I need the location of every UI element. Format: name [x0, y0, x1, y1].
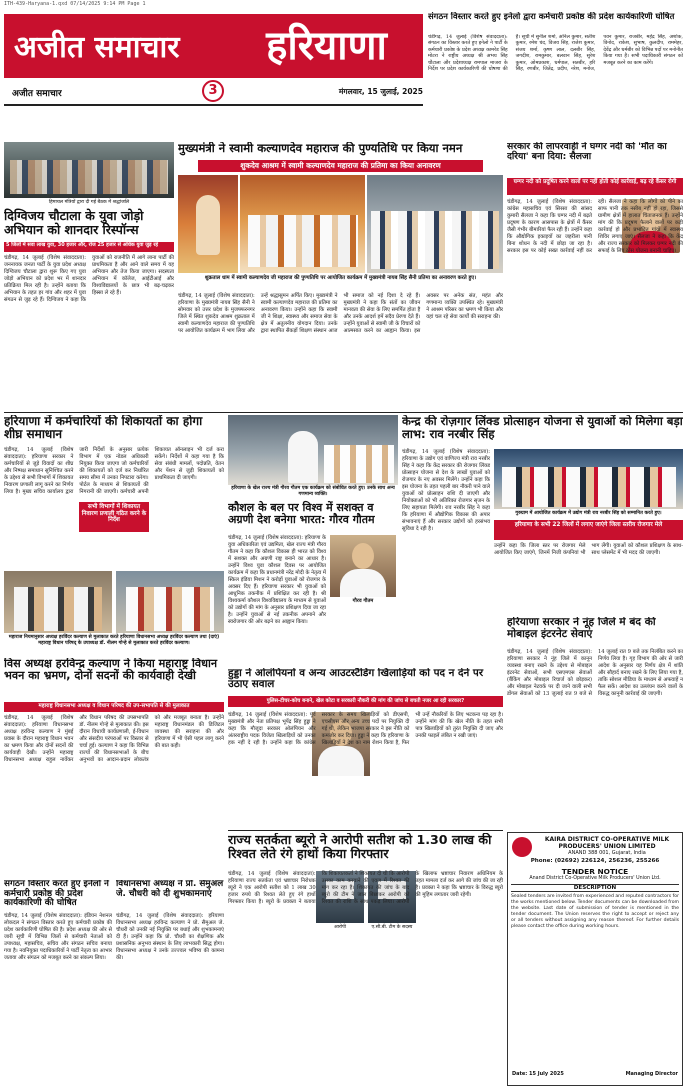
- tender-ad: [507, 832, 683, 1086]
- inld-story: [4, 880, 112, 1085]
- narbir-group: [502, 467, 676, 507]
- diggi-headline: दिग्विजय चौटाला के युवा जोड़ो अभियान को शानदार रिस्पॉन्स: [4, 208, 144, 237]
- gautam-stage-people: [324, 445, 394, 483]
- vigilance-caption-1: आरोपी: [333, 925, 347, 930]
- sailja-story: [507, 142, 683, 410]
- inld-headline: संगठन विस्तार करते हुए इनेलो ने कर्मचारी प्रकोष्ठ की प्रदेश कार्यकारिणी की घोषित: [4, 880, 109, 909]
- gautam-photo: [228, 415, 398, 485]
- gautam-headline: कौशल के बल पर विश्व में सशक्त व अग्रणी देश बनेगा भारत: गौरव गौतम: [228, 501, 375, 527]
- meeting-people-right: [126, 587, 214, 631]
- ad-date: Date: 15 July 2025: [512, 1071, 564, 1077]
- amul-logo: [512, 837, 532, 857]
- audience-crowd: [371, 211, 499, 269]
- main-caption: शुक्रताल धाम में स्वामी कल्याणदेव जी महाराज की पुण्यतिथि पर आयोजित कार्यक्रम में मुख्यमंत्री नायब सिंह सैनी प्रतिमा का अनावरण करते हुए।: [204, 275, 477, 281]
- samuel-story: [116, 880, 224, 1085]
- sailja-body: चंडीगढ़, 14 जुलाई (विशेष संवाददाता): कांग्रेस महासचिव एवं सिरसा की सांसद कुमारी सैलजा ने कहा कि घग्गर नदी में बढ़ते प्रदूषण के कारण आसपास के क्षेत्रों में कैंसर जैसी गंभीर बीमारियां फैल रही हैं। उन्होंने कहा कि औद्योगिक इकाइयों का जहरीला पानी बिना शोधन के नदी में छोड़ा जा रहा है। सरकार इस पर कोई सख्त कार्रवाई नहीं कर रही। सैलजा ने कहा कि लोगों को पीने का साफ पानी तक नसीब नहीं हो रहा, जिससे ग्रामीण क्षेत्रों में हालात चिंताजनक हैं। उन्होंने मांग की कि प्रदूषण फैलाने वालों पर कड़ी कार्रवाई हो और प्रभावित गांवों में स्वास्थ्य शिविर लगाए जाएं। सैलजा ने कहा कि केंद्र और राज्य सरकार को मिलकर घग्गर नदी की सफाई के लिए ठोस योजना बनानी चाहिए।: [507, 199, 683, 254]
- top-right-story: [428, 12, 683, 140]
- narbir-body: चंडीगढ़, 14 जुलाई (विशेष संवाददाता): हरियाणा के उद्योग एवं वाणिज्य मंत्री राव नरबीर सिंह ने कहा कि केंद्र सरकार की रोजगार लिंक्ड प्रोत्साहन योजना से देश के लाखों युवाओं को रोजगार के नए अवसर मिलेंगे। उन्होंने कहा कि इस योजना के तहत पहली बार नौकरी पाने वाले युवाओं को प्रोत्साहन राशि दी जाएगी और नियोक्ताओं को भी अतिरिक्त रोजगार सृजन के लिए सहायता मिलेगी। राव नरबीर सिंह ने कहा कि हरियाणा में औद्योगिक विकास की अपार संभावनाएं हैं और सरकार उद्योगों को हरसंभव सुविधा दे रही है।: [402, 449, 490, 532]
- narbir-headline: केन्द्र की रोज़गार लिंक्ड प्रोत्साहन योजना से युवाओं को मिलेगा बड़ा लाभ: राव नरबीर सिंह: [402, 415, 683, 441]
- grievance-photo-caption: महाराज नियमानुसार अध्यक्ष हरविंदर कल्याण से मुलाकात करते हरियाणा विधानसभा अध्यक्ष हरविंदर कल्याण तथा (दाएं) महाराष्ट्र विधान परिषद् के उपाध्यक्ष डॉ. नीलम गोऱ्हे से मुलाकात करते हरविंदर कल्याण।: [8, 635, 220, 646]
- narbir-caption: गुरुग्राम में आयोजित कार्यक्रम में उद्योग मंत्री राव नरबीर सिंह को सम्मानित करते हुए।: [515, 511, 662, 516]
- main-photo-right: [367, 175, 503, 273]
- divider-1: [4, 412, 683, 413]
- issue-date: मंगलवार, 15 जुलाई, 2025: [338, 87, 423, 96]
- masthead-name-left: अजीत समाचार: [14, 30, 180, 65]
- masthead-label: अजीत समाचार: [12, 89, 62, 99]
- gautam-shirt: [340, 569, 386, 597]
- print-slug: ITH-439-Haryana-1.qxd 07/14/2025 9:14 PM Page 1: [4, 1, 146, 7]
- masthead: [4, 10, 423, 108]
- narbir-body2: उन्होंने कहा कि जिला स्तर पर रोजगार मेले आयोजित किए जाएंगे, जिनमें निजी कंपनियां भी भाग लेंगी। युवाओं को कौशल प्रशिक्षण के साथ-साथ प्लेसमेंट में भी मदद की जाएगी।: [494, 543, 683, 556]
- narbir-story: [402, 415, 683, 615]
- vigilance-body: चंडीगढ़, 14 जुलाई (विशेष संवाददाता): हरियाणा राज्य सतर्कता एवं भ्रष्टाचार निरोधक ब्यूरो ने एक आरोपी सतीश को 1 लाख 30 हजार रुपये की रिश्वत लेते हुए रंगे हाथों गिरफ्तार किया है। ब्यूरो के प्रवक्ता ने बताया कि शिकायतकर्ता ने शिकायत दी थी कि आरोपी उसका काम करवाने की एवज में रिश्वत की मांग कर रहा है। शिकायत की जांच के बाद ब्यूरो की टीम ने जाल बिछाकर आरोपी को रिश्वत की राशि के साथ पकड़ लिया। आरोपी के खिलाफ भ्रष्टाचार निवारण अधिनियम के तहत मामला दर्ज कर आगे की जांच की जा रही है। प्रवक्ता ने कहा कि भ्रष्टाचार के विरुद्ध ब्यूरो की मुहिम लगातार जारी रहेगी।: [228, 871, 503, 905]
- gautam-story: [228, 415, 398, 667]
- nuh-headline: हरियाणा सरकार ने नूंह जिले में बंद की मोबाइल इंटरनेट सेवाएं: [507, 617, 656, 640]
- diggi-photo: [4, 142, 174, 198]
- kalyan-body: चंडीगढ़, 14 जुलाई (विशेष संवाददाता): हरियाणा विधानसभा अध्यक्ष हरविन्द्र कल्याण ने मुंबई प्रवास के दौरान महाराष्ट्र विधान भवन का भ्रमण किया और दोनों सदनों की कार्यवाही देखी। उन्होंने महाराष्ट्र विधानसभा अध्यक्ष राहुल नार्वेकर और विधान परिषद की उपसभापति डॉ. नीलम गोऱ्हे से मुलाकात की। इस दौरान विधायी कार्यप्रणाली, ई-विधान और संसदीय परंपराओं पर विस्तार से चर्चा हुई। कल्याण ने कहा कि विभिन्न राज्यों की विधानसभाओं के बीच अनुभवों का आदान-प्रदान लोकतंत्र को और मजबूत बनाता है। उन्होंने महाराष्ट्र विधानमंडल की डिजिटल व्यवस्था की सराहना की और हरियाणा में भी ऐसी पहल लागू करने की बात कही।: [4, 715, 224, 763]
- nuh-story: [507, 617, 683, 829]
- left-top-story: [4, 142, 174, 410]
- dignitaries-group: [248, 215, 358, 267]
- inld-body: चंडीगढ़, 14 जुलाई (विशेष संवाददाता): इंडियन नेशनल लोकदल ने संगठन विस्तार करते हुए कर्मचारी प्रकोष्ठ की प्रदेश कार्यकारिणी घोषित की है। प्रदेश अध्यक्ष की ओर से जारी सूची में विभिन्न जिलों से कर्मचारी नेताओं को उपाध्यक्ष, महासचिव, सचिव और संगठन सचिव बनाया गया है। नवनियुक्त पदाधिकारियों ने पार्टी नेतृत्व का आभार जताया और संगठन को मजबूत करने का संकल्प लिया।: [4, 913, 112, 961]
- diggi-body: चंडीगढ़, 14 जुलाई (विशेष संवाददाता): जननायक जनता पार्टी के युवा प्रदेश अध्यक्ष दिग्विजय चौटाला द्वारा शुरू किए गए युवा जोड़ो अभियान को प्रदेश भर में शानदार प्रतिक्रिया मिल रही है। उन्होंने बताया कि अभियान के तहत हर गांव और शहर में युवा संगठन से जुड़ रहे हैं। दिग्विजय ने कहा कि युवाओं को राजनीति में आगे लाना पार्टी की प्राथमिकता है और आने वाले समय में यह अभियान और तेज किया जाएगा। सदस्यता अभियान में कॉलेज, आईटीआई और विश्वविद्यालयों के छात्र भी बढ़-चढ़कर हिस्सा ले रहे हैं।: [4, 255, 174, 303]
- gautam-portrait: [330, 535, 396, 597]
- main-photo-left: [178, 175, 238, 273]
- grievance-photo-right: [116, 571, 224, 633]
- diggi-subbar: 5 जिलों में सवा लाख युवा, 30 हजार और, रोज 25 हजार से अधिक युवा जुड़ रहे: [4, 242, 174, 252]
- main-body: चंडीगढ़, 14 जुलाई (विशेष संवाददाता): हरियाणा के मुख्यमंत्री नायब सिंह सैनी ने सोमवार को उत्तर प्रदेश के मुजफ्फरनगर जिले में स्थित शुकदेव आश्रम शुक्रताल में स्वामी कल्याणदेव महाराज की पुण्यतिथि पर आयोजित कार्यक्रम में भाग लिया और उन्हें श्रद्धासुमन अर्पित किए। मुख्यमंत्री ने स्वामी कल्याणदेव महाराज की प्रतिमा का अनावरण किया। उन्होंने कहा कि स्वामी जी ने शिक्षा, स्वास्थ्य और समाज सेवा के क्षेत्र में अतुलनीय योगदान दिया। उनके द्वारा स्थापित सैकड़ों शिक्षण संस्थान आज भी समाज को नई दिशा दे रहे हैं। मुख्यमंत्री ने कहा कि संतों का जीवन मानवता की सेवा के लिए समर्पित होता है और उनके आदर्श हमें सदैव प्रेरणा देते हैं। उन्होंने युवाओं से स्वामी जी के विचारों को आत्मसात करने का आह्वान किया। इस अवसर पर अनेक संत, महंत और गणमान्य व्यक्ति उपस्थित रहे। मुख्यमंत्री ने आश्रम परिसर का भ्रमण भी किया और वहां चल रहे सेवा कार्यों की सराहना की।: [178, 293, 503, 334]
- ad-title-3: ANAND 388 001, Gujarat, India: [568, 850, 646, 856]
- gautam-portrait-caption: गौरव गौतम: [352, 598, 374, 604]
- crowd-shape: [10, 160, 168, 194]
- nuh-body: चंडीगढ़, 14 जुलाई (विशेष संवाददाता): हरियाणा सरकार ने नूंह जिले में कानून व्यवस्था बनाए रखने के उद्देश्य से मोबाइल इंटरनेट सेवाओं, सभी एसएमएस सेवाओं (बैंकिंग और मोबाइल रिचार्ज को छोड़कर) और मोबाइल नेटवर्क पर दी जाने वाली सभी डोंगल सेवाओं को 13 जुलाई रात 9 बजे से 14 जुलाई रात 9 बजे तक निलंबित करने का निर्णय लिया है। गृह विभाग की ओर से जारी आदेश के अनुसार यह निर्णय क्षेत्र में शांति और सौहार्द बनाए रखने के लिए लिया गया है, ताकि सोशल मीडिया के माध्यम से अफवाहें न फैल सकें। आदेश का उल्लंघन करने वालों के विरुद्ध कानूनी कार्रवाई की जाएगी।: [507, 649, 683, 697]
- main-photo-center: [240, 175, 365, 273]
- ad-title-2: PRODUCERS' UNION LIMITED: [558, 843, 656, 850]
- hooda-story: [228, 668, 503, 828]
- sailja-headline: सरकार की लापरवाही ने घग्गर नदी को 'मौत का दरिया' बना दिया: सैलजा: [507, 142, 667, 163]
- ad-phone: Phone: (02692) 226124, 256236, 255266: [530, 858, 660, 864]
- vigilance-headline: राज्य सतर्कता ब्यूरो ने आरोपी सतीश को 1.30 लाख की रिश्वत लेते रंगे हाथों किया गिरफ्तार: [228, 833, 492, 861]
- ad-title-1: KAIRA DISTRICT CO-OPERATIVE MILK: [544, 836, 670, 843]
- kalyan-subbar: महाराष्ट्र विधानसभा अध्यक्ष व विधान परिषद की उप-सभापति से की मुलाकात: [4, 702, 224, 712]
- gautam-face: [352, 543, 374, 569]
- hooda-body: चंडीगढ़, 14 जुलाई (विशेष संवाददाता): पूर्व मुख्यमंत्री और नेता प्रतिपक्ष भूपेंद्र सिंह हुड्डा ने कहा कि मौजूदा सरकार ओलंपियन और अंतरराष्ट्रीय पदक विजेता खिलाड़ियों को उनका हक नहीं दे रही है। उन्होंने कहा कि कांग्रेस सरकार के समय खिलाड़ियों को डीएसपी, एचसीएस और अन्य उच्च पदों पर नियुक्ति दी गई थी, लेकिन भाजपा सरकार ने इस नीति को कमजोर कर दिया। हुड्डा ने कहा कि हरियाणा के खिलाड़ियों ने देश का नाम रोशन किया है, फिर भी उन्हें नौकरियों के लिए भटकना पड़ रहा है। उन्होंने मांग की कि खेल नीति के तहत सभी पात्र खिलाड़ियों को तुरंत नियुक्ति दी जाए और उनकी फाइलें लंबित न रखी जाएं।: [228, 712, 503, 746]
- grievance-body: चंडीगढ़, 14 जुलाई (विशेष संवाददाता): हरियाणा सरकार ने कर्मचारियों से जुड़े विवादों का शीघ्र और निष्पक्ष समाधान सुनिश्चित करने के उद्देश्य से सभी विभागों में शिकायत निवारण प्रणाली लागू करने का निर्णय लिया है। मुख्य सचिव कार्यालय द्वारा जारी निर्देशों के अनुसार प्रत्येक विभाग में एक नोडल अधिकारी नियुक्त किया जाएगा जो कर्मचारियों की शिकायतों को दर्ज कर निर्धारित समय सीमा में उनका निपटारा करेगा। पोर्टल के माध्यम से शिकायतों की निगरानी की जाएगी। कर्मचारी अपनी शिकायत ऑनलाइन भी दर्ज करा सकेंगे। निर्देशों में कहा गया है कि सेवा संबंधी मामलों, पदोन्नति, वेतन और पेंशन से जुड़ी शिकायतों को प्राथमिकता दी जाएगी।: [4, 447, 224, 495]
- masthead-rule: [4, 104, 423, 106]
- ad-signatory: Managing Director: [625, 1071, 678, 1077]
- kalyan-story: [4, 658, 224, 878]
- samuel-body: चंडीगढ़, 14 जुलाई (विशेष संवाददाता): हरियाणा विधानसभा अध्यक्ष हरविन्द्र कल्याण ने प्रो. सैमुअल जे. चौधरी को उनकी नई नियुक्ति पर बधाई और शुभकामनाएं दी हैं। उन्होंने कहा कि प्रो. चौधरी का शैक्षणिक और प्रशासनिक अनुभव संस्थान के लिए लाभकारी सिद्ध होगा। विधानसभा अध्यक्ष ने उनके उज्ज्वल भविष्य की कामना की।: [116, 913, 224, 961]
- grievance-headline: हरियाणा में कर्मचारियों की शिकायतों का होगा शीघ्र समाधान: [4, 415, 203, 442]
- masthead-name-right: हरियाणा: [266, 22, 387, 69]
- kalyan-headline: विस अध्यक्ष हरविन्द्र कल्याण ने किया महाराष्ट्र विधान भवन का भ्रमण, दोनों सदनों की कार्यवाही देखी: [4, 658, 218, 683]
- narbir-photo: [494, 449, 683, 509]
- page-number: 3: [202, 80, 224, 102]
- top-right-headline: संगठन विस्तार करते हुए इनेलो द्वारा कर्मचारी प्रकोष्ठ की प्रदेश कार्यकारिणी घोषित: [428, 12, 675, 21]
- ad-desc-body: Sealed tenders are invited from experienced and reputed contractors for the works mentioned below. Tender documents can be downloaded from the website. Last date of submission of tender is mentioned in the tender document. The Union reserves the right to accept or reject any or all tenders without assigning any reason thereof. For further details please contact the office during working hours.: [511, 894, 679, 929]
- main-subbar: शुकदेव आश्रम में स्वामी कल्याणदेव महाराज की प्रतिमा का किया अनावरण: [198, 160, 483, 172]
- main-headline: मुख्यमंत्री ने स्वामी कल्याणदेव महाराज की पुण्यतिथि पर किया नमन: [178, 142, 463, 155]
- statue-figure: [196, 195, 220, 255]
- ad-subtitle: Anand District Co-Operative Milk Producers' Union Ltd.: [529, 876, 661, 881]
- divider-2: [228, 830, 503, 831]
- main-story: [178, 142, 503, 410]
- vigilance-story: [228, 833, 503, 1085]
- grievance-photo-left: [4, 571, 112, 633]
- vigilance-caption-2: ए.सी.बी. टीम के सदस्य: [371, 925, 413, 930]
- sailja-subbar: घग्गर नदी को प्रदूषित करने वालों पर नहीं होती कोई कार्रवाई, बढ़ रहे कैंसर रोगी: [507, 178, 683, 195]
- grievance-redbox: सभी विभागों में शिकायत निवारण प्रणाली गठित करने के निर्देश: [78, 501, 150, 533]
- meeting-people-left: [14, 587, 102, 631]
- ad-notice: TENDER NOTICE: [561, 867, 629, 876]
- hooda-headline: हुड्डा ने ओलंपियनों व अन्य आउटस्टैंडिंग खिलाड़ियों को पद न देने पर उठाए सवाल: [228, 668, 484, 691]
- diggi-photo-caption: हिमाचल मंत्रियों द्वारा दी गई बैठक में श्रद्धांजलि: [48, 200, 130, 205]
- gautam-podium-figure: [288, 431, 318, 483]
- ad-desc-head: DESCRIPTION: [511, 884, 679, 892]
- gautam-body: चंडीगढ़, 14 जुलाई (विशेष संवाददाता): हरियाणा के युवा अधिकारिता एवं उद्यमिता, खेल राज्य मंत्री गौरव गौतम ने कहा कि कौशल विकास ही भारत को विश्व में सशक्त और अग्रणी राष्ट्र बनाने का आधार है। उन्होंने विश्व युवा कौशल दिवस पर आयोजित कार्यक्रम में कहा कि प्रधानमंत्री नरेंद्र मोदी के नेतृत्व में स्किल इंडिया मिशन ने करोड़ों युवाओं को रोजगार के अवसर दिए हैं। हरियाणा सरकार भी युवाओं को आधुनिक तकनीक में प्रशिक्षित कर रही है। श्री विश्वकर्मा कौशल विश्वविद्यालय के माध्यम से युवाओं को उद्योगों की मांग के अनुसार प्रशिक्षण दिया जा रहा है। उन्होंने युवाओं से नई तकनीक अपनाने और स्वरोजगार की ओर बढ़ने का आह्वान किया।: [228, 535, 326, 625]
- narbir-redbox: हरियाणा के सभी 22 जिलों में लगाए जाएंगे जिला स्तरीय रोजगार मेले: [494, 520, 683, 540]
- top-right-body: चंडीगढ़, 14 जुलाई (विशेष संवाददाता): संगठन का विस्तार करते हुए इनेलो ने पार्टी के कर्मचारी प्रकोष्ठ के प्रदेश अध्यक्ष कामरेड सिंह मोटरा ने राष्ट्रीय अध्यक्ष श्री अभय सिंह चौटाला और प्रदेशाध्यक्ष रामपाल माजरा के निर्देश पर प्रदेश कार्यकारिणी की घोषणा की है। सूची में सुनील शर्मा, अनिल कुमार, सतीश कुमार, रमेश चंद, विजय सिंह, राजेश कुमार, संजय शर्मा, कृष्ण लाल, दलबीर सिंह, जगदीश, रामकुमार, बलवान सिंह, सुरेश कुमार, ओमप्रकाश, धर्मपाल, सतबीर, हरि सिंह, रणबीर, जितेंद्र, प्रदीप, नरेश, मनोज, पवन कुमार, राजबीर, महेंद्र सिंह, अशोक, विनोद, राकेश, सुभाष, कुलदीप, राममेहर, देवेंद्र और धर्मबीर को विभिन्न पदों पर मनोनीत किया गया है। सभी पदाधिकारी संगठन को मजबूत करने का काम करेंगे।: [428, 34, 683, 73]
- gautam-photo-caption: हरियाणा के खेल राज्य मंत्री गौरव गौतम एक कार्यक्रम को संबोधित करते हुए। उनके साथ अन्य गणमान्य व्यक्ति।: [231, 486, 395, 498]
- grievance-story: [4, 415, 224, 653]
- samuel-headline: विधानसभा अध्यक्ष ने प्रो. सैमुअल जे. चौधरी को दी शुभकामनाएं: [116, 880, 224, 899]
- hooda-subbar: पुलिस-टीचर-कोच बनाने, खेल कोटा व सरकारी नौकरी की मांग की जांच से बचती नजर आ रही सरकार?: [228, 696, 503, 707]
